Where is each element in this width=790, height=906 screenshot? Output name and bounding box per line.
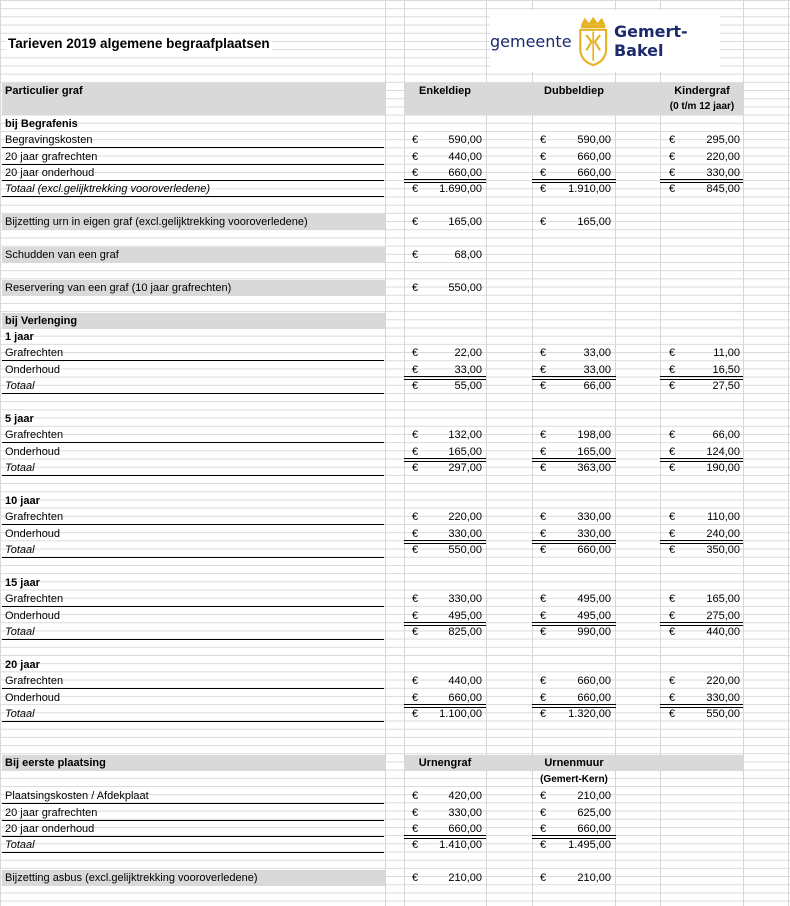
- table-row: [0, 821, 790, 837]
- euro-sign: €: [540, 609, 547, 622]
- section-subheader-row: [0, 772, 790, 788]
- double-underline: [532, 179, 616, 183]
- amount-2: 495,00: [577, 593, 611, 606]
- period-heading: [0, 575, 790, 591]
- row-label: Onderhoud: [5, 445, 61, 458]
- amount-2: 1.320,00: [568, 708, 611, 721]
- underline: [2, 852, 384, 853]
- column-header-urnenmuur: Urnenmuur: [544, 757, 604, 770]
- euro-sign: €: [540, 823, 547, 835]
- page-title: Tarieven 2019 algemene begraafplaatsen: [8, 36, 270, 51]
- euro-sign: €: [540, 593, 547, 606]
- euro-sign: €: [412, 872, 419, 885]
- euro-sign: €: [540, 150, 547, 163]
- euro-sign: €: [540, 790, 547, 803]
- row-label: Totaal (excl.gelijktrekking vooroverledene): [5, 183, 211, 196]
- euro-sign: €: [540, 347, 547, 360]
- municipality-logo: [490, 10, 720, 72]
- period-heading: [0, 657, 790, 673]
- euro-sign: €: [540, 806, 547, 819]
- amount-1: 22,00: [454, 347, 482, 360]
- double-underline: [532, 622, 616, 626]
- amount-2: 625,00: [577, 806, 611, 819]
- euro-sign: €: [540, 445, 547, 458]
- column-subheader-kindergraf: (0 t/m 12 jaar): [669, 101, 735, 113]
- table-row: [0, 673, 790, 689]
- amount-1: 297,00: [448, 462, 482, 475]
- amount-3: 27,50: [712, 380, 740, 393]
- table-row: [0, 132, 790, 148]
- amount-1: 330,00: [448, 806, 482, 819]
- table-row: [0, 214, 790, 230]
- table-row: [0, 509, 790, 525]
- table-row: [0, 542, 790, 558]
- euro-sign: €: [669, 363, 676, 376]
- euro-sign: €: [412, 380, 419, 393]
- amount-1: 33,00: [454, 363, 482, 376]
- amount-1: 330,00: [448, 527, 482, 540]
- logo-name: Gemert-Bakel: [613, 22, 688, 60]
- amount-3: 550,00: [706, 708, 740, 721]
- row-label: bij Begrafenis: [5, 117, 78, 130]
- amount-1: 440,00: [448, 150, 482, 163]
- amount-2: 660,00: [577, 167, 611, 179]
- underline: [2, 393, 384, 394]
- amount-2: 210,00: [577, 872, 611, 885]
- euro-sign: €: [412, 363, 419, 376]
- underline: [2, 639, 384, 640]
- euro-sign: €: [412, 216, 419, 229]
- column-header-dubbeldiep: Dubbeldiep: [544, 85, 604, 97]
- euro-sign: €: [669, 511, 676, 524]
- amount-1: 132,00: [448, 429, 482, 442]
- table-row: [0, 706, 790, 722]
- amount-1: 165,00: [448, 445, 482, 458]
- amount-2: 165,00: [577, 445, 611, 458]
- euro-sign: €: [540, 429, 547, 442]
- amount-3: 350,00: [706, 544, 740, 557]
- euro-sign: €: [540, 839, 547, 852]
- euro-sign: €: [412, 150, 419, 163]
- row-label: Totaal: [5, 839, 35, 852]
- amount-3: 124,00: [706, 445, 740, 458]
- double-underline: [660, 704, 743, 708]
- amount-1: 825,00: [448, 626, 482, 639]
- amount-2: 1.910,00: [568, 183, 611, 196]
- table-row: [0, 280, 790, 296]
- amount-2: 990,00: [577, 626, 611, 639]
- amount-3: 110,00: [707, 511, 740, 524]
- table-row: [0, 591, 790, 607]
- amount-2: 660,00: [577, 675, 611, 688]
- row-label: 20 jaar: [5, 659, 40, 671]
- euro-sign: €: [540, 167, 547, 179]
- table-row: [0, 870, 790, 886]
- amount-1: 495,00: [448, 609, 482, 622]
- double-underline: [660, 458, 743, 462]
- table-row: [0, 149, 790, 165]
- euro-sign: €: [412, 839, 419, 852]
- double-underline: [532, 376, 616, 380]
- amount-3: 845,00: [706, 183, 740, 196]
- row-label: Begravingskosten: [5, 134, 93, 147]
- euro-sign: €: [412, 790, 419, 803]
- euro-sign: €: [540, 363, 547, 376]
- euro-sign: €: [412, 347, 419, 360]
- group-heading: [0, 116, 790, 132]
- amount-1: 550,00: [448, 281, 482, 294]
- amount-2: 660,00: [577, 544, 611, 557]
- amount-3: 190,00: [706, 462, 740, 475]
- double-underline: [660, 540, 743, 544]
- double-underline: [404, 622, 486, 626]
- euro-sign: €: [412, 462, 419, 475]
- amount-2: 330,00: [577, 511, 611, 524]
- euro-sign: €: [669, 527, 676, 540]
- column-header-urnengraf: Urnengraf: [418, 757, 472, 770]
- row-label: Schudden van een graf: [5, 249, 119, 261]
- euro-sign: €: [669, 675, 676, 688]
- row-label: Grafrechten: [5, 347, 64, 360]
- amount-3: 240,00: [706, 527, 740, 540]
- euro-sign: €: [412, 544, 419, 557]
- double-underline: [404, 835, 486, 839]
- euro-sign: €: [412, 609, 419, 622]
- double-underline: [404, 376, 486, 380]
- table-row: [0, 460, 790, 476]
- double-underline: [404, 179, 486, 183]
- underline: [2, 475, 384, 476]
- row-label: Grafrechten: [5, 511, 64, 524]
- euro-sign: €: [540, 691, 547, 704]
- double-underline: [660, 622, 743, 626]
- row-label: Onderhoud: [5, 609, 61, 622]
- row-label: 5 jaar: [5, 413, 34, 425]
- row-label: Grafrechten: [5, 429, 64, 442]
- row-label: bij Verlenging: [5, 314, 78, 327]
- amount-3: 275,00: [706, 609, 740, 622]
- underline: [2, 721, 384, 722]
- euro-sign: €: [669, 380, 676, 393]
- euro-sign: €: [669, 150, 676, 163]
- euro-sign: €: [412, 675, 419, 688]
- euro-sign: €: [669, 626, 676, 639]
- euro-sign: €: [412, 593, 419, 606]
- euro-sign: €: [540, 216, 547, 229]
- euro-sign: €: [540, 708, 547, 721]
- euro-sign: €: [669, 708, 676, 721]
- amount-3: 165,00: [706, 593, 740, 606]
- section-subheader-row: [0, 99, 790, 115]
- amount-1: 590,00: [448, 134, 482, 147]
- column-header-enkeldiep: Enkeldiep: [419, 85, 471, 97]
- amount-3: 220,00: [706, 150, 740, 163]
- row-label: 20 jaar onderhoud: [5, 823, 95, 835]
- euro-sign: €: [412, 708, 419, 721]
- row-label: Onderhoud: [5, 691, 61, 704]
- double-underline: [532, 540, 616, 544]
- euro-sign: €: [669, 609, 676, 622]
- row-label: Particulier graf: [5, 85, 83, 97]
- euro-sign: €: [540, 462, 547, 475]
- row-label: Plaatsingskosten / Afdekplaat: [5, 790, 149, 803]
- amount-1: 660,00: [448, 823, 482, 835]
- table-row: [0, 345, 790, 361]
- amount-1: 220,00: [448, 511, 482, 524]
- amount-1: 165,00: [448, 216, 482, 229]
- double-underline: [532, 458, 616, 462]
- row-label: Totaal: [5, 462, 35, 475]
- euro-sign: €: [669, 445, 676, 458]
- amount-3: 16,50: [712, 363, 740, 376]
- amount-2: 66,00: [583, 380, 611, 393]
- row-label: Grafrechten: [5, 675, 64, 688]
- row-label: Onderhoud: [5, 363, 61, 376]
- euro-sign: €: [669, 347, 676, 360]
- euro-sign: €: [540, 511, 547, 524]
- euro-sign: €: [540, 134, 547, 147]
- table-row: [0, 837, 790, 853]
- amount-1: 660,00: [448, 167, 482, 179]
- row-label: Totaal: [5, 708, 35, 721]
- table-row: [0, 624, 790, 640]
- euro-sign: €: [412, 445, 419, 458]
- euro-sign: €: [412, 511, 419, 524]
- section-header-row: [0, 755, 790, 771]
- amount-1: 420,00: [448, 790, 482, 803]
- double-underline: [660, 376, 743, 380]
- amount-2: 495,00: [577, 609, 611, 622]
- row-label: Bijzetting urn in eigen graf (excl.gelijktrekking vooroverledene): [5, 216, 308, 229]
- amount-3: 66,00: [712, 429, 740, 442]
- euro-sign: €: [540, 380, 547, 393]
- period-heading: [0, 493, 790, 509]
- amount-3: 11,00: [713, 347, 740, 360]
- amount-1: 660,00: [448, 691, 482, 704]
- euro-sign: €: [412, 167, 419, 179]
- amount-2: 198,00: [577, 429, 611, 442]
- amount-2: 33,00: [583, 363, 611, 376]
- euro-sign: €: [412, 823, 419, 835]
- amount-3: 220,00: [706, 675, 740, 688]
- euro-sign: €: [669, 183, 676, 196]
- section-header-row: [0, 83, 790, 99]
- period-heading: [0, 329, 790, 345]
- euro-sign: €: [412, 806, 419, 819]
- euro-sign: €: [540, 527, 547, 540]
- euro-sign: €: [412, 691, 419, 704]
- underline: [2, 196, 384, 197]
- euro-sign: €: [540, 626, 547, 639]
- amount-3: 295,00: [706, 134, 740, 147]
- double-underline: [404, 458, 486, 462]
- euro-sign: €: [412, 527, 419, 540]
- amount-3: 330,00: [706, 691, 740, 704]
- amount-2: 660,00: [577, 150, 611, 163]
- double-underline: [404, 540, 486, 544]
- amount-3: 330,00: [706, 167, 740, 179]
- double-underline: [532, 704, 616, 708]
- shaded-band: [2, 99, 385, 115]
- amount-3: 440,00: [706, 626, 740, 639]
- double-underline: [660, 179, 743, 183]
- amount-2: 330,00: [577, 527, 611, 540]
- row-label: 15 jaar: [5, 577, 40, 589]
- euro-sign: €: [540, 675, 547, 688]
- row-label: 20 jaar onderhoud: [5, 167, 95, 179]
- amount-2: 590,00: [577, 134, 611, 147]
- amount-2: 33,00: [583, 347, 611, 360]
- double-underline: [532, 835, 616, 839]
- row-label: Reservering van een graf (10 jaar grafrechten): [5, 281, 232, 294]
- amount-1: 210,00: [448, 872, 482, 885]
- euro-sign: €: [669, 593, 676, 606]
- amount-1: 1.100,00: [439, 708, 482, 721]
- table-row: [0, 378, 790, 394]
- euro-sign: €: [412, 134, 419, 147]
- amount-1: 440,00: [448, 675, 482, 688]
- row-label: 10 jaar: [5, 495, 40, 507]
- table-row: [0, 247, 790, 263]
- column-subheader-urnenmuur: (Gemert-Kern): [540, 773, 608, 785]
- euro-sign: €: [540, 544, 547, 557]
- row-label: Bijzetting asbus (excl.gelijktrekking vooroverledene): [5, 872, 258, 885]
- euro-sign: €: [669, 462, 676, 475]
- double-underline: [404, 704, 486, 708]
- euro-sign: €: [669, 691, 676, 704]
- row-label: 20 jaar grafrechten: [5, 806, 98, 819]
- column-header-kindergraf: Kindergraf: [674, 85, 730, 97]
- coat-of-arms-icon: [576, 12, 610, 70]
- euro-sign: €: [412, 429, 419, 442]
- euro-sign: €: [669, 134, 676, 147]
- euro-sign: €: [412, 281, 419, 294]
- group-heading: [0, 313, 790, 329]
- euro-sign: €: [669, 167, 676, 179]
- amount-2: 165,00: [577, 216, 611, 229]
- row-label: 1 jaar: [5, 331, 34, 343]
- row-label: Totaal: [5, 626, 35, 639]
- amount-1: 330,00: [448, 593, 482, 606]
- row-label: Grafrechten: [5, 593, 64, 606]
- amount-2: 1.495,00: [568, 839, 611, 852]
- amount-2: 210,00: [577, 790, 611, 803]
- amount-1: 55,00: [454, 380, 482, 393]
- amount-1: 1.410,00: [439, 839, 482, 852]
- amount-2: 660,00: [577, 823, 611, 835]
- euro-sign: €: [412, 626, 419, 639]
- logo-prefix: gemeente: [490, 31, 572, 51]
- table-row: [0, 805, 790, 821]
- euro-sign: €: [412, 183, 419, 196]
- underline: [2, 557, 384, 558]
- euro-sign: €: [540, 872, 547, 885]
- row-label: Bij eerste plaatsing: [5, 757, 106, 770]
- row-label: Totaal: [5, 544, 35, 557]
- row-label: 20 jaar grafrechten: [5, 150, 98, 163]
- amount-1: 68,00: [454, 249, 482, 261]
- euro-sign: €: [540, 183, 547, 196]
- period-heading: [0, 411, 790, 427]
- amount-2: 660,00: [577, 691, 611, 704]
- amount-1: 550,00: [448, 544, 482, 557]
- row-label: Totaal: [5, 380, 35, 393]
- euro-sign: €: [669, 544, 676, 557]
- euro-sign: €: [669, 429, 676, 442]
- euro-sign: €: [412, 249, 419, 261]
- amount-1: 1.690,00: [439, 183, 482, 196]
- amount-2: 363,00: [577, 462, 611, 475]
- table-row: [0, 427, 790, 443]
- table-row: [0, 788, 790, 804]
- row-label: Onderhoud: [5, 527, 61, 540]
- table-row: [0, 181, 790, 197]
